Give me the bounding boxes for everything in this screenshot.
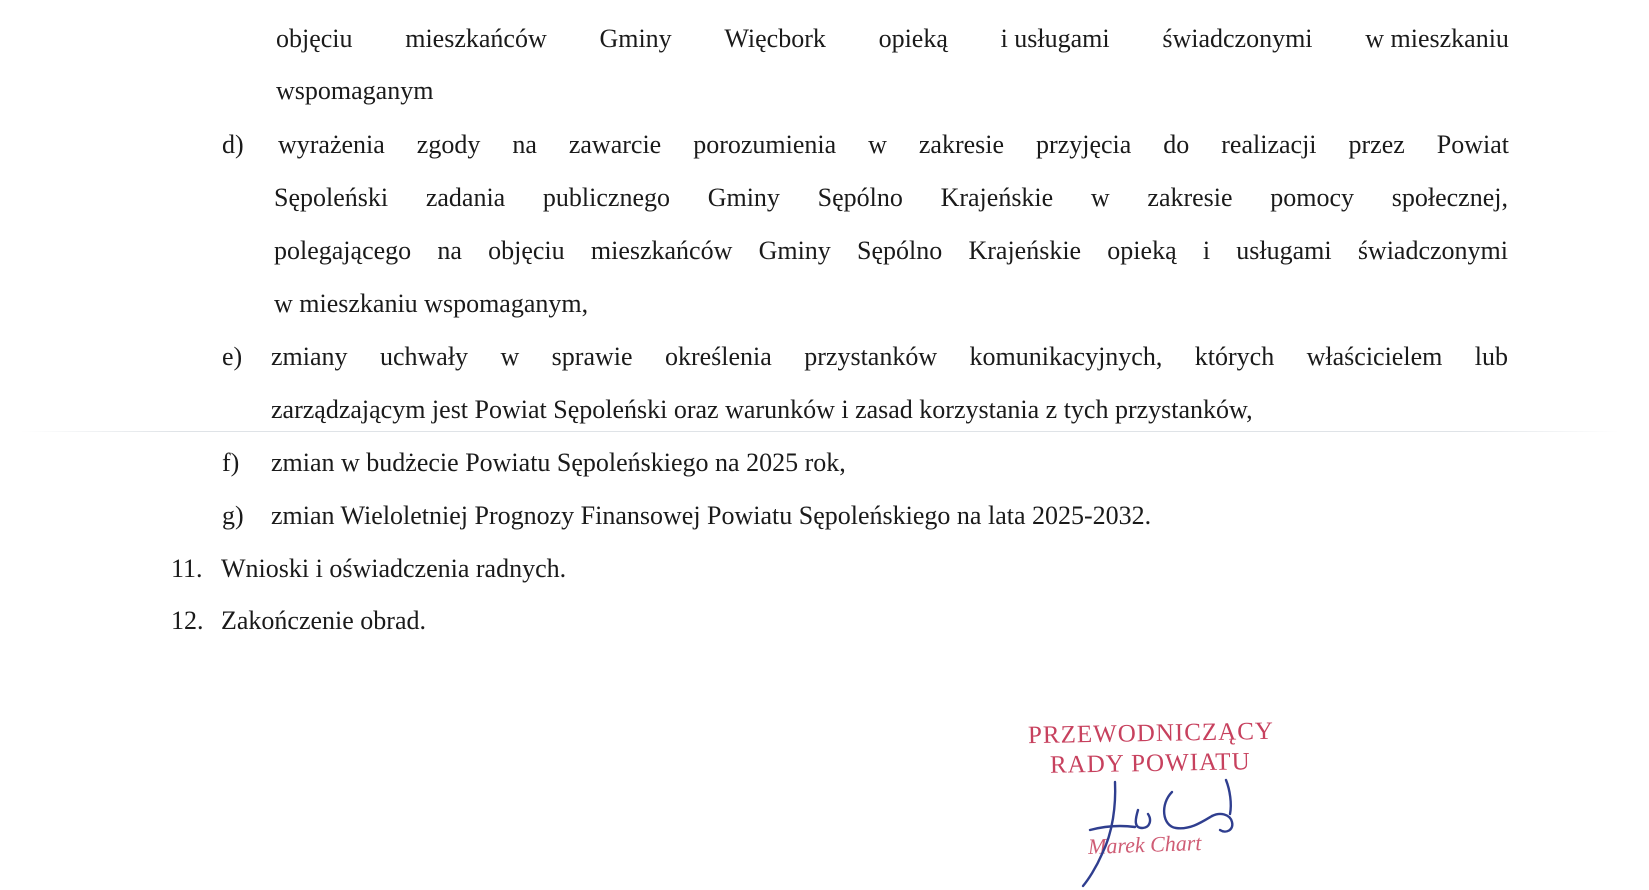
- continuation-word: objęciu: [276, 24, 353, 53]
- signature-stroke: [1164, 792, 1212, 828]
- item-d-line-2: Sępoleński zadania publicznego Gminy Sępólno Krajeńskie w zakresie pomocy społecznej,: [274, 183, 1508, 212]
- signature-stroke: [1136, 810, 1150, 828]
- continuation-line-2: wspomaganym: [276, 76, 434, 105]
- list-marker-e: e): [222, 342, 243, 371]
- continuation-word: Więcbork: [724, 24, 826, 53]
- item-f-line-1: zmian w budżecie Powiatu Sępoleńskiego na 2025 rok,: [271, 448, 846, 477]
- list-marker-d: d): [222, 130, 244, 159]
- continuation-line-1: [276, 24, 1509, 54]
- item-d-line-1: wyrażenia zgody na zawarcie porozumienia w zakresie przyjęcia do realizacji przez Powiat: [278, 130, 1509, 159]
- signature-stroke: [1083, 782, 1115, 886]
- stamp-title-line-2: RADY POWIATU: [1049, 748, 1251, 779]
- handwritten-signature: [1080, 770, 1280, 889]
- item-g-line-1: zmian Wieloletniej Prognozy Finansowej Powiatu Sępoleńskiego na lata 2025-2032.: [271, 501, 1152, 530]
- list-marker-f: f): [222, 448, 240, 477]
- continuation-word: i usługami: [1000, 24, 1110, 53]
- point-number-11: 11.: [171, 554, 203, 583]
- signature-stroke: [1090, 826, 1135, 830]
- continuation-word: w mieszkaniu: [1365, 24, 1509, 53]
- item-e-line-2: zarządzającym jest Powiat Sępoleński oraz warunków i zasad korzystania z tych przystanków,: [271, 395, 1253, 424]
- list-marker-g: g): [222, 501, 244, 530]
- stamp-name: Marek Chart: [1087, 830, 1202, 859]
- continuation-word: mieszkańców: [405, 24, 547, 53]
- continuation-word: opieką: [878, 24, 948, 53]
- point-text-11: Wnioski i oświadczenia radnych.: [221, 554, 567, 583]
- item-d-line-3: polegającego na objęciu mieszkańców Gminy Sępólno Krajeńskie opieką i usługami świadczonymi: [274, 236, 1508, 265]
- continuation-word: świadczonymi: [1162, 24, 1313, 53]
- point-text-12: Zakończenie obrad.: [221, 606, 427, 635]
- point-number-12: 12.: [171, 606, 204, 635]
- stamp-title-line-1: PRZEWODNICZĄCY: [1027, 717, 1275, 750]
- item-d-line-4: w mieszkaniu wspomaganym,: [274, 289, 589, 318]
- continuation-word: Gminy: [599, 24, 672, 53]
- signature-stroke: [1226, 780, 1231, 814]
- item-e-line-1: zmiany uchwały w sprawie określenia przystanków komunikacyjnych, których właścicielem lub: [271, 342, 1508, 371]
- signature-stroke: [1212, 814, 1232, 832]
- scan-fold-line: [20, 431, 1620, 432]
